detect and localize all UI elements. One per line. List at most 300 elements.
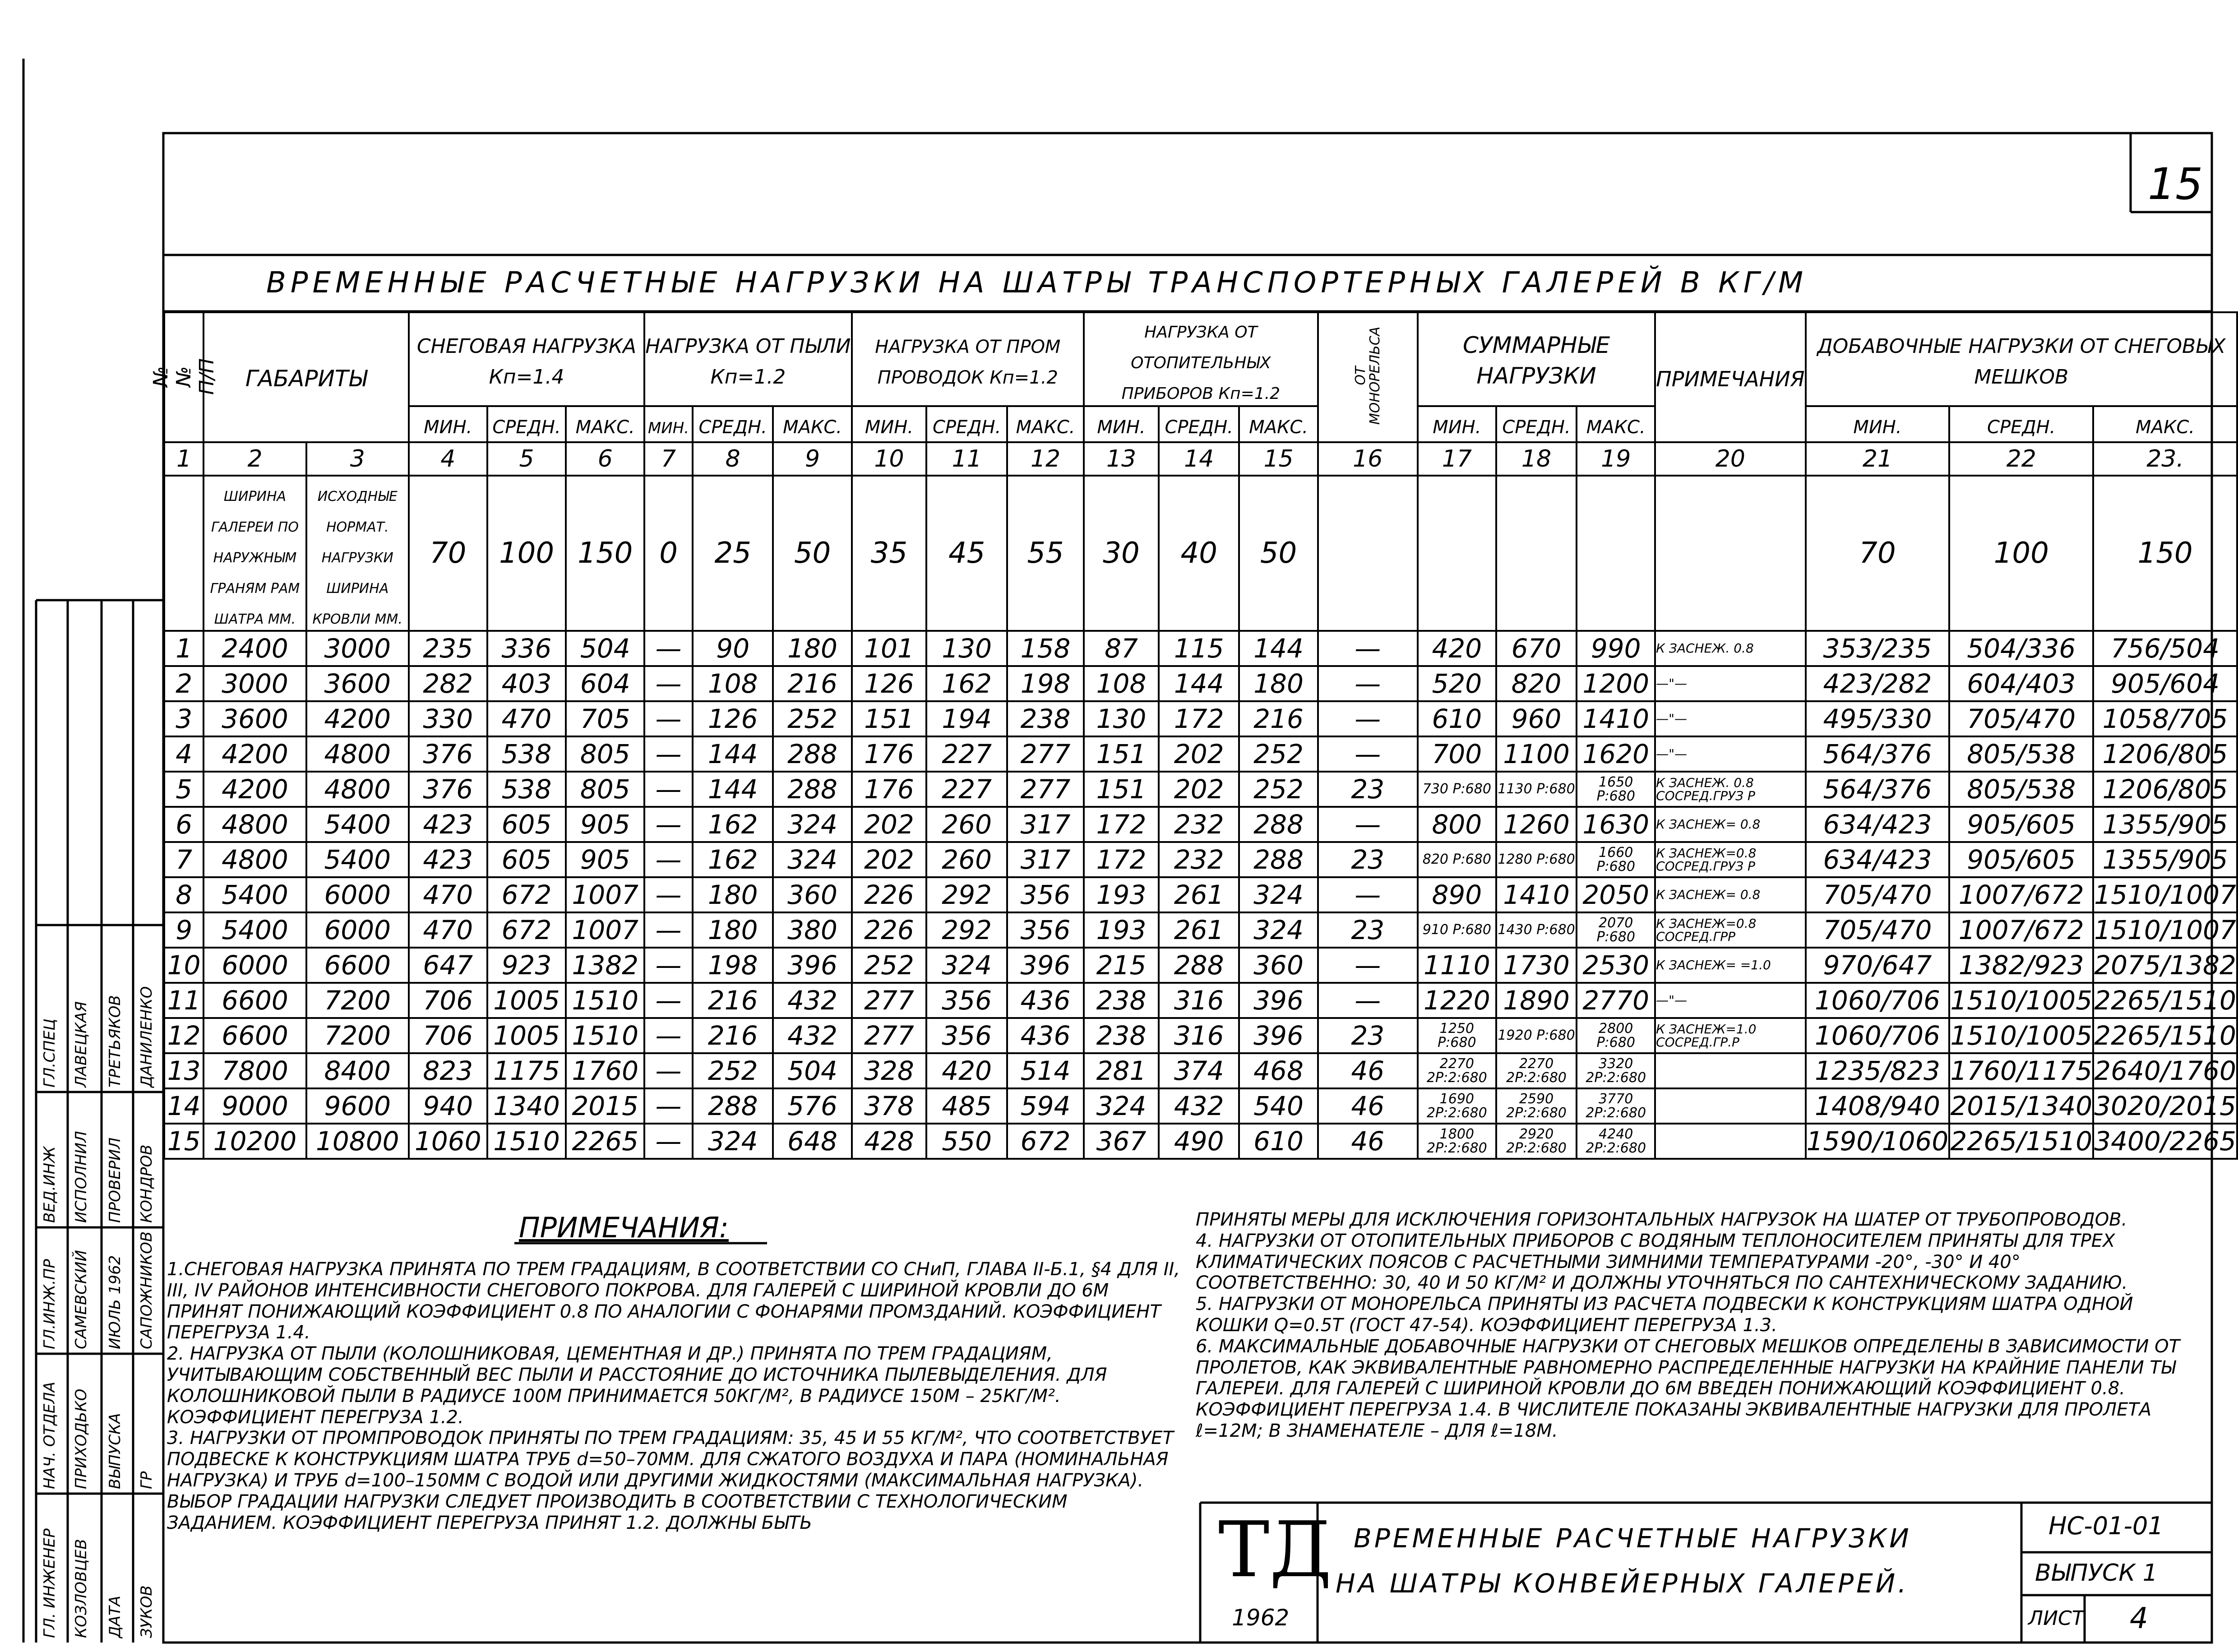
table-cell: 356 — [926, 1018, 1007, 1053]
table-cell: 193 — [1084, 877, 1159, 912]
table-cell: 1220 — [1418, 983, 1496, 1018]
base-value: 55 — [1007, 476, 1084, 631]
table-cell: 277 — [1007, 772, 1084, 807]
table-cell: 550 — [926, 1124, 1007, 1159]
table-cell: 277 — [852, 1018, 927, 1053]
table-cell: 324 — [926, 948, 1007, 983]
table-cell: 2800 Р:680 — [1577, 1018, 1655, 1053]
pipes-header: НАГРУЗКА ОТ ПРОМ ПРОВОДОК Кп=1.2 — [852, 312, 1084, 406]
table-cell: 216 — [693, 983, 773, 1018]
column-number: 21 — [1806, 442, 1950, 476]
table-cell: 144 — [1239, 631, 1318, 666]
stamp-year: 1962 — [1232, 1605, 1290, 1631]
table-cell: 180 — [693, 912, 773, 948]
table-cell: 823 — [409, 1053, 487, 1088]
table-cell: 670 — [1496, 631, 1577, 666]
base-value: 150 — [2093, 476, 2237, 631]
table-cell: 3320 2Р:2:680 — [1577, 1053, 1655, 1088]
table-cell: 1260 — [1496, 807, 1577, 842]
table-cell: 1510/1007 — [2093, 877, 2237, 912]
table-cell: 8 — [164, 877, 203, 912]
table-cell: 634/423 — [1806, 807, 1950, 842]
table-cell: 3770 2Р:2:680 — [1577, 1088, 1655, 1124]
table-cell: 277 — [852, 983, 927, 1018]
table-cell: 805/538 — [1949, 772, 2093, 807]
table-cell: 374 — [1159, 1053, 1239, 1088]
table-cell: 594 — [1007, 1088, 1084, 1124]
table-cell — [1655, 1088, 1805, 1124]
table-cell: 423/282 — [1806, 666, 1950, 701]
table-cell: 235 — [409, 631, 487, 666]
stamp-code: НС-01-01 — [2048, 1512, 2164, 1540]
table-cell: 2265 — [566, 1124, 644, 1159]
table-cell: 216 — [773, 666, 851, 701]
table-cell: 2050 — [1577, 877, 1655, 912]
table-cell: 520 — [1418, 666, 1496, 701]
table-cell: 324 — [693, 1124, 773, 1159]
table-cell: — — [644, 701, 693, 736]
table-cell: 490 — [1159, 1124, 1239, 1159]
table-cell: 1590/1060 — [1806, 1124, 1950, 1159]
table-cell: —"— — [1655, 736, 1805, 772]
table-cell: 90 — [693, 631, 773, 666]
table-cell: — — [644, 631, 693, 666]
table-row — [164, 666, 2237, 701]
table-cell: 1510/1007 — [2093, 912, 2237, 948]
table-cell: 1110 — [1418, 948, 1496, 983]
table-cell: 5400 — [203, 912, 306, 948]
note-paragraph: 2. НАГРУЗКА ОТ ПЫЛИ (КОЛОШНИКОВАЯ, ЦЕМЕНТНАЯ И ДР.) ПРИНЯТА ПО ТРЕМ ГРАДАЦИЯМ, УЧИТЫВАЮЩИМ СОБСТВЕННЫЙ ВЕС ПЫЛИ И РАССТОЯНИЕ ДО ИСТОЧНИКА ПЫЛЕВЫДЕЛЕНИЯ. ДЛЯ КОЛОШНИКОВОЙ ПЫЛИ В РАДИУСЕ 100М ПРИНИМАЕТСЯ 50КГ/М², В РАДИУСЕ 150М – 25КГ/М². КОЭФФИЦИЕНТ ПЕРЕГРУЗА 1.2. — [167, 1343, 1107, 1428]
table-cell: 172 — [1084, 842, 1159, 877]
table-cell: — — [644, 1124, 693, 1159]
table-row — [164, 736, 2237, 772]
table-cell: 485 — [926, 1088, 1007, 1124]
table-cell: 8400 — [306, 1053, 409, 1088]
table-cell: 538 — [487, 736, 566, 772]
table-cell: — — [644, 983, 693, 1018]
side-label: САПОЖНИКОВ — [138, 1231, 156, 1349]
table-cell: 5 — [164, 772, 203, 807]
table-cell: 4 — [164, 736, 203, 772]
table-cell: 194 — [926, 701, 1007, 736]
side-label: ВЫПУСКА — [106, 1413, 124, 1489]
table-cell: 4200 — [203, 736, 306, 772]
base-values-row: ШИРИНА ГАЛЕРЕИ ПО НАРУЖНЫМ ГРАНЯМ РАМ ШАТРА ММ. ИСХОДНЫЕ НОРМАТ. НАГРУЗКИ ШИРИНА КРОВЛИ ММ. 70 100 150 0 25 50 35 45 55 30 40 50 70 100 150 — [164, 476, 2237, 631]
table-cell: 2400 — [203, 631, 306, 666]
table-cell: 108 — [693, 666, 773, 701]
table-cell: 564/376 — [1806, 736, 1950, 772]
column-number: 17 — [1418, 442, 1496, 476]
side-label: ДАТА — [106, 1596, 124, 1638]
table-row — [164, 1018, 2237, 1053]
table-cell: 396 — [1239, 1018, 1318, 1053]
table-cell: 7 — [164, 842, 203, 877]
table-cell — [1655, 1053, 1805, 1088]
side-label: ПРОВЕРИЛ — [106, 1137, 124, 1223]
table-cell: 261 — [1159, 877, 1239, 912]
table-cell: 470 — [409, 877, 487, 912]
table-cell: К ЗАСНЕЖ= 0.8 — [1655, 877, 1805, 912]
table-cell: 1175 — [487, 1053, 566, 1088]
table-cell: 180 — [1239, 666, 1318, 701]
table-cell: 432 — [773, 983, 851, 1018]
extra-header: ДОБАВОЧНЫЕ НАГРУЗКИ ОТ СНЕГОВЫХ МЕШКОВ — [1806, 312, 2237, 406]
sheet-number: 15 — [2148, 159, 2203, 209]
table-cell: 432 — [1159, 1088, 1239, 1124]
table-cell: 238 — [1084, 983, 1159, 1018]
table-cell: 2 — [164, 666, 203, 701]
column-number: 4 — [409, 442, 487, 476]
table-cell: 12 — [164, 1018, 203, 1053]
table-cell: 604 — [566, 666, 644, 701]
side-label: ГЛ.СПЕЦ — [41, 1018, 59, 1087]
table-cell: 324 — [773, 807, 851, 842]
dust-header: НАГРУЗКА ОТ ПЫЛИ Кп=1.2 — [644, 312, 851, 406]
base-value: 50 — [1239, 476, 1318, 631]
table-cell: 115 — [1159, 631, 1239, 666]
table-cell: 564/376 — [1806, 772, 1950, 807]
table-cell: 7800 — [203, 1053, 306, 1088]
table-cell: 292 — [926, 877, 1007, 912]
note-paragraph: 5. НАГРУЗКИ ОТ МОНОРЕЛЬСА ПРИНЯТЫ ИЗ РАСЧЕТА ПОДВЕСКИ К КОНСТРУКЦИЯМ ШАТРА ОДНОЙ КОШКИ Q=0.5Т (ГОСТ 47-54). КОЭФФИЦИЕНТ ПЕРЕГРУЗА 1.3. — [1196, 1294, 2133, 1336]
table-cell: 9 — [164, 912, 203, 948]
notes-left — [167, 1259, 1182, 1533]
table-cell: — — [644, 948, 693, 983]
table-cell: — — [644, 1053, 693, 1088]
table-cell: 1430 Р:680 — [1496, 912, 1577, 948]
table-cell: 4200 — [306, 701, 409, 736]
page-title: ВРЕМЕННЫЕ РАСЧЕТНЫЕ НАГРУЗКИ НА ШАТРЫ ТРАНСПОРТЕРНЫХ ГАЛЕРЕЙ В КГ/М — [266, 266, 1808, 300]
stamp-sheet-no: 4 — [2130, 1602, 2148, 1635]
table-cell: 1060/706 — [1806, 983, 1950, 1018]
table-cell: К ЗАСНЕЖ= =1.0 — [1655, 948, 1805, 983]
table-cell: 227 — [926, 736, 1007, 772]
table-cell: 353/235 — [1806, 631, 1950, 666]
table-cell: 396 — [1007, 948, 1084, 983]
table-cell: 1382 — [566, 948, 644, 983]
table-cell: 990 — [1577, 631, 1655, 666]
table-cell: 3020/2015 — [2093, 1088, 2237, 1124]
table-cell: К ЗАСНЕЖ=0.8 СОСРЕД.ГРР — [1655, 912, 1805, 948]
table-cell: 910 Р:680 — [1418, 912, 1496, 948]
side-label: НАЧ. ОТДЕЛА — [41, 1381, 59, 1489]
table-cell: 428 — [852, 1124, 927, 1159]
table-cell: 504 — [773, 1053, 851, 1088]
table-cell: 380 — [773, 912, 851, 948]
table-cell: 2265/1510 — [2093, 1018, 2237, 1053]
table-cell: 5400 — [203, 877, 306, 912]
table-cell: 376 — [409, 772, 487, 807]
table-cell: 252 — [1239, 772, 1318, 807]
table-cell: 126 — [693, 701, 773, 736]
table-cell: 1630 — [1577, 807, 1655, 842]
table-cell: 10200 — [203, 1124, 306, 1159]
table-cell: 144 — [693, 736, 773, 772]
table-cell: 11 — [164, 983, 203, 1018]
table-cell: 800 — [1418, 807, 1496, 842]
table-cell: 144 — [1159, 666, 1239, 701]
table-cell: 10 — [164, 948, 203, 983]
table-cell: 6600 — [203, 983, 306, 1018]
table-cell: 226 — [852, 877, 927, 912]
table-cell: 1920 Р:680 — [1496, 1018, 1577, 1053]
table-cell: 198 — [693, 948, 773, 983]
table-cell: 1007 — [566, 912, 644, 948]
base-value: 35 — [852, 476, 927, 631]
table-cell: 1510/1005 — [1949, 1018, 2093, 1053]
table-cell: 202 — [852, 842, 927, 877]
table-cell: 905/605 — [1949, 842, 2093, 877]
table-cell: 317 — [1007, 842, 1084, 877]
table-cell: 151 — [1084, 736, 1159, 772]
notes-title: ПРИМЕЧАНИЯ: — [519, 1211, 729, 1244]
table-cell: 1206/805 — [2093, 772, 2237, 807]
table-cell: — — [644, 877, 693, 912]
table-cell: 7200 — [306, 1018, 409, 1053]
column-number: 11 — [926, 442, 1007, 476]
column-number: 7 — [644, 442, 693, 476]
table-cell: 468 — [1239, 1053, 1318, 1088]
table-cell: — — [644, 807, 693, 842]
base-value: 50 — [773, 476, 851, 631]
table-cell: 226 — [852, 912, 927, 948]
table-cell: 316 — [1159, 1018, 1239, 1053]
table-cell: 706 — [409, 983, 487, 1018]
table-row — [164, 912, 2237, 948]
table-cell: 261 — [1159, 912, 1239, 948]
table-cell: 4200 — [203, 772, 306, 807]
table-cell: 288 — [773, 736, 851, 772]
table-cell: 9600 — [306, 1088, 409, 1124]
table-cell: 87 — [1084, 631, 1159, 666]
table-cell: — — [644, 1088, 693, 1124]
table-cell: 805 — [566, 772, 644, 807]
table-cell: 1510 — [487, 1124, 566, 1159]
column-number: 13 — [1084, 442, 1159, 476]
table-cell: 420 — [926, 1053, 1007, 1088]
side-label: ЗУКОВ — [138, 1585, 156, 1638]
table-cell: 396 — [773, 948, 851, 983]
base-value: 100 — [1949, 476, 2093, 631]
table-cell: 13 — [164, 1053, 203, 1088]
table-cell: 1690 2Р:2:680 — [1418, 1088, 1496, 1124]
table-cell: 1250 Р:680 — [1418, 1018, 1496, 1053]
table-cell: 756/504 — [2093, 631, 2237, 666]
table-cell: — — [1318, 701, 1418, 736]
base-value — [1496, 476, 1577, 631]
table-cell: 504/336 — [1949, 631, 2093, 666]
table-row — [164, 1124, 2237, 1159]
table-cell: 360 — [773, 877, 851, 912]
table-cell: — — [1318, 983, 1418, 1018]
column-number: 15 — [1239, 442, 1318, 476]
base-value: 70 — [409, 476, 487, 631]
table-cell: 820 — [1496, 666, 1577, 701]
table-cell: 1410 — [1577, 701, 1655, 736]
table-cell: 2265/1510 — [2093, 983, 2237, 1018]
table-cell: 23 — [1318, 1018, 1418, 1053]
table-cell: — — [1318, 948, 1418, 983]
table-cell: К ЗАСНЕЖ=1.0 СОСРЕД.ГР.Р — [1655, 1018, 1805, 1053]
table-cell: 4800 — [306, 736, 409, 772]
table-cell: 495/330 — [1806, 701, 1950, 736]
table-cell: — — [1318, 666, 1418, 701]
table-cell: 101 — [852, 631, 927, 666]
base-value — [1418, 476, 1496, 631]
table-cell: 3400/2265 — [2093, 1124, 2237, 1159]
side-label: ИСПОЛНИЛ — [72, 1131, 90, 1223]
table-cell: 2015 — [566, 1088, 644, 1124]
table-cell: 436 — [1007, 983, 1084, 1018]
table-cell: 252 — [773, 701, 851, 736]
table-cell: 288 — [773, 772, 851, 807]
table-row — [164, 1088, 2237, 1124]
table-cell: К ЗАСНЕЖ=0.8 СОСРЕД.ГРУЗ Р — [1655, 842, 1805, 877]
col-num-header: №№ П/П — [164, 312, 203, 442]
table-cell: 1382/923 — [1949, 948, 2093, 983]
table-cell: 576 — [773, 1088, 851, 1124]
table-cell: 1410 — [1496, 877, 1577, 912]
table-cell: 376 — [409, 736, 487, 772]
table-cell: 232 — [1159, 842, 1239, 877]
table-cell: 151 — [1084, 772, 1159, 807]
table-cell: 1620 — [1577, 736, 1655, 772]
table-cell: —"— — [1655, 983, 1805, 1018]
stamp-title-2: НА ШАТРЫ КОНВЕЙЕРНЫХ ГАЛЕРЕЙ. — [1336, 1568, 1909, 1599]
table-cell: 227 — [926, 772, 1007, 807]
table-cell: 1235/823 — [1806, 1053, 1950, 1088]
table-cell: 176 — [852, 772, 927, 807]
table-cell: 672 — [487, 912, 566, 948]
table-cell: 260 — [926, 842, 1007, 877]
table-cell: 705 — [566, 701, 644, 736]
table-cell: 538 — [487, 772, 566, 807]
table-cell: 705/470 — [1806, 912, 1950, 948]
column-number: 2 — [203, 442, 306, 476]
table-cell: 6600 — [306, 948, 409, 983]
table-cell — [1655, 1124, 1805, 1159]
table-cell: 1760 — [566, 1053, 644, 1088]
side-label: КОНДРОВ — [138, 1144, 156, 1223]
loads-table: №№ П/П ГАБАРИТЫ СНЕГОВАЯ НАГРУЗКА Кп=1.4 НАГРУЗКА ОТ ПЫЛИ Кп=1.2 НАГРУЗКА ОТ ПРОМ ПРОВОДОК Кп=1.2 НАГРУЗКА ОТ ОТОПИТЕЛЬНЫХ ПРИБОРОВ Кп=1.2 ОТ МОНОРЕЛЬСА СУММАРНЫЕ НАГРУЗКИ ПРИМЕЧАНИЯ ДОБАВОЧНЫЕ НАГРУЗКИ ОТ СНЕГОВЫХ МЕШКОВ МИН. СРЕДН. МАКС. МИН. СРЕДН. МАКС. МИН. СРЕДН. МАКС. МИН. СРЕДН. МАКС. МИН. СРЕДН. МАКС. МИН. СРЕДН. МАКС. 1 2 3 4 5 6 7 8 9 10 11 12 13 14 15 16 17 18 19 20 21 22 23. ШИРИНА ГАЛЕРЕИ ПО НАРУЖНЫМ ГРАНЯМ РАМ ШАТРА ММ. ИСХОДНЫЕ НОРМАТ. НАГРУЗКИ ШИРИНА КРОВЛИ ММ. 70 100 150 0 25 50 35 45 55 30 40 50 70 100 150 1 2400 3000 235 336 504 — 90 180 101 130 158 87 115 144 — 420 670 990 К ЗАСНЕЖ. 0.8 353/235 504/336 756/504 2 3000 3600 282 403 604 — 108 216 126 162 198 108 144 180 — 520 820 1200 —"— 423/282 604/403 905/604 3 3600 4200 330 470 705 — 126 252 151 194 238 130 172 216 — 610 960 1410 —"— 495/330 705/470 1058/705 4 4200 4800 376 538 805 — 144 288 176 227 277 151 202 252 — 700 1100 1620 —"— 564/376 805/538 1206/805 5 4200 4800 376 538 805 — 144 288 176 227 277 151 202 252 23 730 Р:680 1130 Р:680 1650 Р:680 К ЗАСНЕЖ. 0.8 СОСРЕД.ГРУЗ Р 564/376 805/538 1206/805 6 4800 5400 423 605 905 — 162 324 202 260 317 172 232 288 — 800 1260 1630 К ЗАСНЕЖ= 0.8 634/423 905/605 1355/905 7 4800 5400 423 605 905 — 162 324 202 260 317 172 232 288 23 820 Р:680 1280 Р:680 1660 Р:680 К ЗАСНЕЖ=0.8 СОСРЕД.ГРУЗ Р 634/423 905/605 1355/905 8 5400 6000 470 672 1007 — 180 360 226 292 356 193 261 324 — 890 1410 2050 К ЗАСНЕЖ= 0.8 705/470 1007/672 1510/1007 9 5400 6000 470 672 1007 — 180 380 226 292 356 193 261 324 23 910 Р:680 1430 Р:680 2070 Р:680 К ЗАСНЕЖ=0.8 СОСРЕД.ГРР 705/470 1007/672 1510/1007 10 6000 6600 647 923 1382 — 198 396 252 324 396 215 288 360 — 1110 1730 2530 К ЗАСНЕЖ= =1.0 970/647 1382/923 2075/1382 11 6600 7200 706 1005 1510 — 216 432 277 356 436 238 316 396 — 1220 1890 2770 —"— 1060/706 1510/1005 2265/1510 12 6600 7200 706 1005 1510 — 216 432 277 356 436 238 316 396 23 1250 Р:680 1920 Р:680 2800 Р:680 К ЗАСНЕЖ=1.0 СОСРЕД.ГР.Р 1060/706 1510/1005 2265/1510 13 7800 8400 823 1175 1760 — 252 504 328 420 514 281 374 468 46 2270 2Р:2:680 2270 2Р:2:680 3320 2Р:2:680 1235/823 1760/1175 2640/1760 14 9000 9600 940 1340 2015 — 288 576 378 485 594 324 432 540 46 1690 2Р:2:680 2590 2Р:2:680 3770 2Р:2:680 1408/940 2015/1340 3020/2015 15 10200 10800 1060 1510 2265 — 324 648 428 550 672 367 490 610 46 1800 2Р:2:680 2920 2Р:2:680 4240 2Р:2:680 1590/1060 2265/1510 3400/2265 — [163, 311, 2238, 1160]
table-cell: 151 — [852, 701, 927, 736]
table-cell: 1510 — [566, 983, 644, 1018]
table-cell: 960 — [1496, 701, 1577, 736]
table-row — [164, 807, 2237, 842]
table-cell: 396 — [1239, 983, 1318, 1018]
sum-header: СУММАРНЫЕ НАГРУЗКИ — [1418, 312, 1655, 406]
table-cell: 470 — [409, 912, 487, 948]
table-cell: 432 — [773, 1018, 851, 1053]
note-paragraph: 1.СНЕГОВАЯ НАГРУЗКА ПРИНЯТА ПО ТРЕМ ГРАДАЦИЯМ, В СООТВЕТСТВИИ СО СНиП, ГЛАВА II-Б.1, §4 ДЛЯ II, III, IV РАЙОНОВ ИНТЕНСИВНОСТИ СНЕГОВОГО ПОКРОВА. ДЛЯ ГАЛЕРЕЙ С ШИРИНОЙ КРОВЛИ ДО 6М ПРИНЯТ ПОНИЖАЮЩИЙ КОЭФФИЦИЕНТ 0.8 ПО АНАЛОГИИ С ФОНАРЯМИ ПРОМЗДАНИЙ. КОЭФФИЦИЕНТ ПЕРЕГРУЗА 1.4. — [167, 1259, 1180, 1343]
table-cell: 180 — [693, 877, 773, 912]
table-row — [164, 877, 2237, 912]
column-number: 9 — [773, 442, 851, 476]
table-cell: 356 — [1007, 877, 1084, 912]
gabarity-header: ГАБАРИТЫ — [203, 312, 409, 442]
table-cell: 1130 Р:680 — [1496, 772, 1577, 807]
table-cell: 317 — [1007, 807, 1084, 842]
column-number: 20 — [1655, 442, 1805, 476]
table-cell: — — [644, 736, 693, 772]
table-cell: 46 — [1318, 1053, 1418, 1088]
table-cell: 1660 Р:680 — [1577, 842, 1655, 877]
table-cell: 281 — [1084, 1053, 1159, 1088]
note-paragraph: 3. НАГРУЗКИ ОТ ПРОМПРОВОДОК ПРИНЯТЫ ПО ТРЕМ ГРАДАЦИЯМ: 35, 45 И 55 КГ/М², ЧТО СООТВЕТСТВУЕТ ПОДВЕСКЕ К КОНСТРУКЦИЯМ ШАТРА ТРУБ d=50–70ММ. ДЛЯ СЖАТОГО ВОЗДУХА И ПАРА (НОМИНАЛЬНАЯ НАГРУЗКА) И ТРУБ d=100–150ММ С ВОДОЙ ИЛИ ДРУГИМИ ЖИДКОСТЯМИ (МАКСИМАЛЬНАЯ НАГРУЗКА). ВЫБОР ГРАДАЦИИ НАГРУЗКИ СЛЕДУЕТ ПРОИЗВОДИТЬ В СООТВЕТСТВИИ С ТЕХНОЛОГИЧЕСКИМ ЗАДАНИЕМ. КОЭФФИЦИЕНТ ПЕРЕГРУЗА ПРИНЯТ 1.2. ДОЛЖНЫ БЫТЬ — [167, 1428, 1174, 1533]
table-cell: 820 Р:680 — [1418, 842, 1496, 877]
table-cell: —"— — [1655, 666, 1805, 701]
table-cell: 1206/805 — [2093, 736, 2237, 772]
table-cell: 1355/905 — [2093, 807, 2237, 842]
table-cell: 5400 — [306, 842, 409, 877]
table-cell: К ЗАСНЕЖ= 0.8 — [1655, 807, 1805, 842]
table-cell: 634/423 — [1806, 842, 1950, 877]
table-cell: 1005 — [487, 1018, 566, 1053]
table-cell: 2270 2Р:2:680 — [1418, 1053, 1496, 1088]
table-cell: 46 — [1318, 1124, 1418, 1159]
side-label: ВЕД.ИНЖ — [41, 1146, 59, 1223]
table-cell: 360 — [1239, 948, 1318, 983]
table-cell: 610 — [1239, 1124, 1318, 1159]
side-label: ГЛ. ИНЖЕНЕР — [41, 1528, 59, 1638]
table-cell: 4800 — [203, 807, 306, 842]
table-cell: 9000 — [203, 1088, 306, 1124]
table-cell: 6000 — [306, 912, 409, 948]
base-value: 100 — [487, 476, 566, 631]
table-cell: 193 — [1084, 912, 1159, 948]
column-number: 12 — [1007, 442, 1084, 476]
snow-header: СНЕГОВАЯ НАГРУЗКА Кп=1.4 — [409, 312, 644, 406]
table-cell: 1058/705 — [2093, 701, 2237, 736]
table-cell: 1355/905 — [2093, 842, 2237, 877]
table-cell: 647 — [409, 948, 487, 983]
table-cell: 6 — [164, 807, 203, 842]
table-cell: 403 — [487, 666, 566, 701]
table-cell: 202 — [1159, 736, 1239, 772]
table-cell: 202 — [852, 807, 927, 842]
table-cell: 504 — [566, 631, 644, 666]
table-cell: 292 — [926, 912, 1007, 948]
table-cell: 540 — [1239, 1088, 1318, 1124]
base-value: 40 — [1159, 476, 1239, 631]
side-label: ПРИХОДЬКО — [72, 1388, 90, 1489]
table-cell: 423 — [409, 807, 487, 842]
table-cell: 604/403 — [1949, 666, 2093, 701]
table-cell: 1800 2Р:2:680 — [1418, 1124, 1496, 1159]
table-cell: 2015/1340 — [1949, 1088, 2093, 1124]
table-cell: 2590 2Р:2:680 — [1496, 1088, 1577, 1124]
table-cell: 252 — [1239, 736, 1318, 772]
side-label: ТРЕТЬЯКОВ — [106, 995, 124, 1087]
table-cell: 288 — [1239, 842, 1318, 877]
table-cell: 1200 — [1577, 666, 1655, 701]
table-cell: 328 — [852, 1053, 927, 1088]
table-cell: К ЗАСНЕЖ. 0.8 СОСРЕД.ГРУЗ Р — [1655, 772, 1805, 807]
note-paragraph: 6. МАКСИМАЛЬНЫЕ ДОБАВОЧНЫЕ НАГРУЗКИ ОТ СНЕГОВЫХ МЕШКОВ ОПРЕДЕЛЕНЫ В ЗАВИСИМОСТИ ОТ ПРОЛЕТОВ, КАК ЭКВИВАЛЕНТНЫЕ РАВНОМЕРНО РАСПРЕДЕЛЕННЫЕ НАГРУЗКИ НА КРАЙНИЕ ПАНЕЛИ ТЫ ГАЛЕРЕИ. ДЛЯ ГАЛЕРЕЙ С ШИРИНОЙ КРОВЛИ ДО 6М ВВЕДЕН ПОНИЖАЮЩИЙ КОЭФФИЦИЕНТ 0.8. КОЭФФИЦИЕНТ ПЕРЕГРУЗА 1.4. В ЧИСЛИТЕЛЕ ПОКАЗАНЫ ЭКВИВАЛЕНТНЫЕ НАГРУЗКИ ДЛЯ ПРОЛЕТА ℓ=12М; В ЗНАМЕНАТЕЛЕ – ДЛЯ ℓ=18М. — [1196, 1336, 2180, 1441]
base-value — [1577, 476, 1655, 631]
table-cell: 3000 — [306, 631, 409, 666]
table-cell: — — [644, 912, 693, 948]
table-row — [164, 631, 2237, 666]
table-cell: 126 — [852, 666, 927, 701]
table-cell: 356 — [926, 983, 1007, 1018]
table-cell: 1100 — [1496, 736, 1577, 772]
monorail-header: ОТ МОНОРЕЛЬСА — [1318, 312, 1418, 442]
table-cell: 6600 — [203, 1018, 306, 1053]
table-cell: 356 — [1007, 912, 1084, 948]
side-label: ДАНИЛЕНКО — [138, 986, 156, 1087]
table-cell: 4240 2Р:2:680 — [1577, 1124, 1655, 1159]
